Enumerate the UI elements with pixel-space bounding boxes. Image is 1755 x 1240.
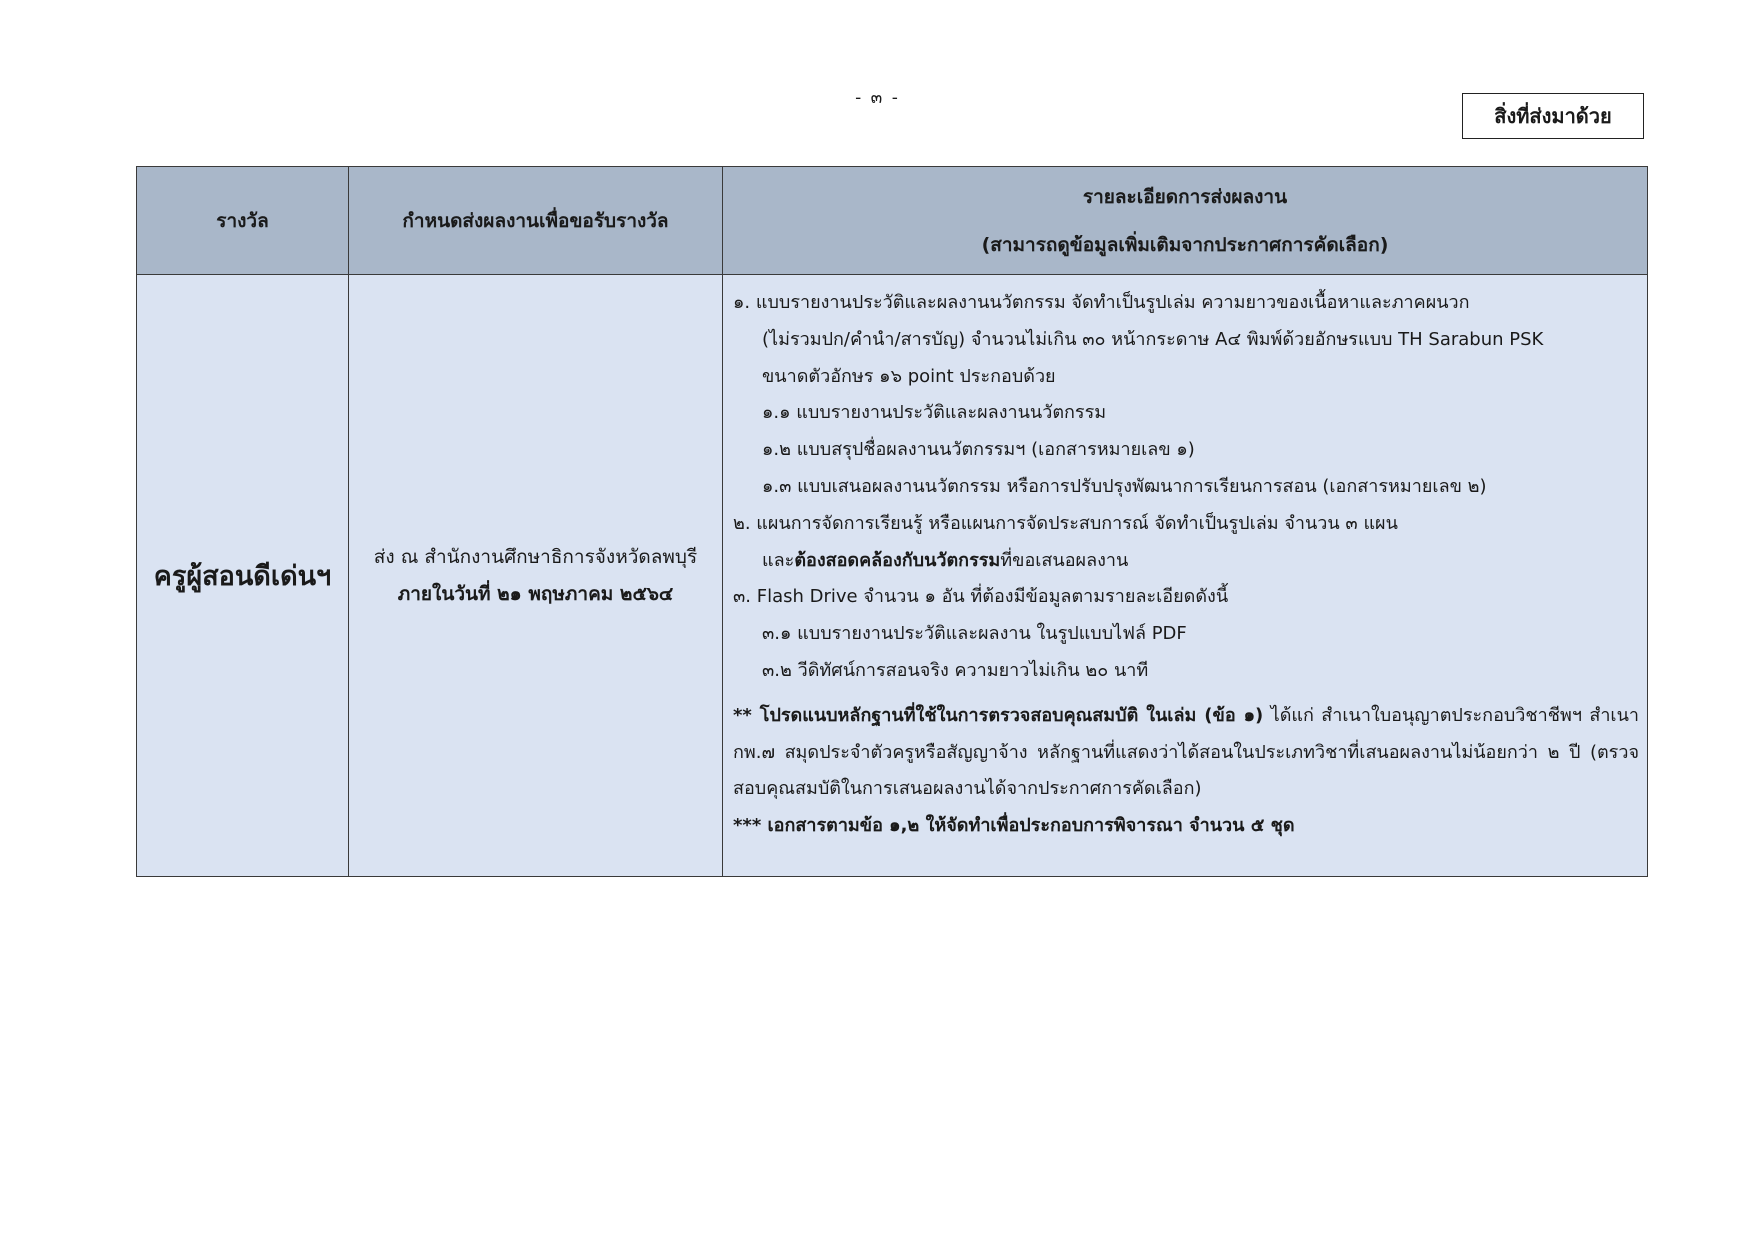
header-details-subtitle: (สามารถดูข้อมูลเพิ่มเติมจากประกาศการคัดเลือก) [981, 233, 1389, 256]
copies-note: *** เอกสารตามข้อ ๑,๒ ให้จัดทำเพื่อประกอบการพิจารณา จำนวน ๕ ชุด [733, 815, 1295, 837]
evidence-note-text: ได้แก่ สำเนาใบอนุญาตประกอบวิชาชีพฯ สำเนากพ.๗ สมุดประจำตัวครูหรือสัญญาจ้าง หลักฐานที่แสดงว่าได้สอนในประเภทวิชาที่เสนอผลงานไม่น้อยกว่า ๒ ปี (ตรวจสอบคุณสมบัติในการเสนอผลงานได้จากประกาศการคัดเลือก) [733, 704, 1639, 800]
item3-line1: ๓. Flash Drive จำนวน ๑ อัน ที่ต้องมีข้อมูลตามรายละเอียดดังนี้ [733, 586, 1229, 608]
header-details [723, 167, 1648, 275]
item2-line2-suffix: ที่ขอเสนอผลงาน [1000, 549, 1129, 571]
item1-line1: ๑. แบบรายงานประวัติและผลงานนวัตกรรม จัดทำเป็นรูปเล่ม ความยาวของเนื้อหาและภาคผนวก [733, 292, 1470, 313]
deadline-cell [349, 275, 723, 877]
item2-line2-prefix: และ [762, 549, 795, 571]
item1-line3: ขนาดตัวอักษร ๑๖ point ประกอบด้วย [762, 365, 1056, 387]
item2-line1: ๒. แผนการจัดการเรียนรู้ หรือแผนการจัดประสบการณ์ จัดทำเป็นรูปเล่ม จำนวน ๓ แผน [733, 512, 1398, 534]
evidence-note [733, 698, 1639, 808]
header-details-title: รายละเอียดการส่งผลงาน [1082, 185, 1288, 208]
details-cell [723, 275, 1648, 877]
page-number: - ๓ - [855, 88, 900, 108]
item2-line2 [733, 543, 1639, 580]
table-row [137, 275, 1648, 877]
deadline-date: ภายในวันที่ ๒๑ พฤษภาคม ๒๕๖๔ [397, 582, 674, 605]
item1-3: ๑.๓ แบบเสนอผลงานนวัตกรรม หรือการปรับปรุงพัฒนาการเรียนการสอน (เอกสารหมายเลข ๒) [762, 475, 1487, 497]
evidence-note-bold: ** โปรดแนบหลักฐานที่ใช้ในการตรวจสอบคุณสมบัติ ในเล่ม (ข้อ ๑) [733, 704, 1264, 726]
item2-line2-bold: ต้องสอดคล้องกับนวัตกรรม [794, 549, 1001, 571]
enclosure-label-box [1462, 93, 1644, 139]
item3-2: ๓.๒ วีดิทัศน์การสอนจริง ความยาวไม่เกิน ๒๐ นาที [762, 659, 1149, 681]
enclosure-label: สิ่งที่ส่งมาด้วย [1494, 104, 1612, 128]
table-header-row [137, 167, 1648, 275]
item1-1: ๑.๑ แบบรายงานประวัติและผลงานนวัตกรรม [762, 402, 1107, 424]
award-name-cell [137, 275, 349, 877]
item1-line2: (ไม่รวมปก/คำนำ/สารบัญ) จำนวนไม่เกิน ๓๐ หน้ากระดาษ A๔ พิมพ์ด้วยอักษรแบบ TH Sarabun PSK [762, 328, 1544, 350]
item1-2: ๑.๒ แบบสรุปชื่อผลงานนวัตกรรมฯ (เอกสารหมายเลข ๑) [762, 439, 1195, 461]
header-award [137, 167, 349, 275]
item3-1: ๓.๑ แบบรายงานประวัติและผลงาน ในรูปแบบไฟล์ PDF [762, 623, 1187, 645]
award-name: ครูผู้สอนดีเด่นฯ [153, 561, 332, 592]
header-deadline-label: กำหนดส่งผลงานเพื่อขอรับรางวัล [402, 209, 669, 232]
header-award-label: รางวัล [216, 209, 269, 232]
header-deadline [349, 167, 723, 275]
deadline-place: ส่ง ณ สำนักงานศึกษาธิการจังหวัดลพบุรี [373, 545, 698, 568]
award-submission-table [136, 166, 1648, 877]
